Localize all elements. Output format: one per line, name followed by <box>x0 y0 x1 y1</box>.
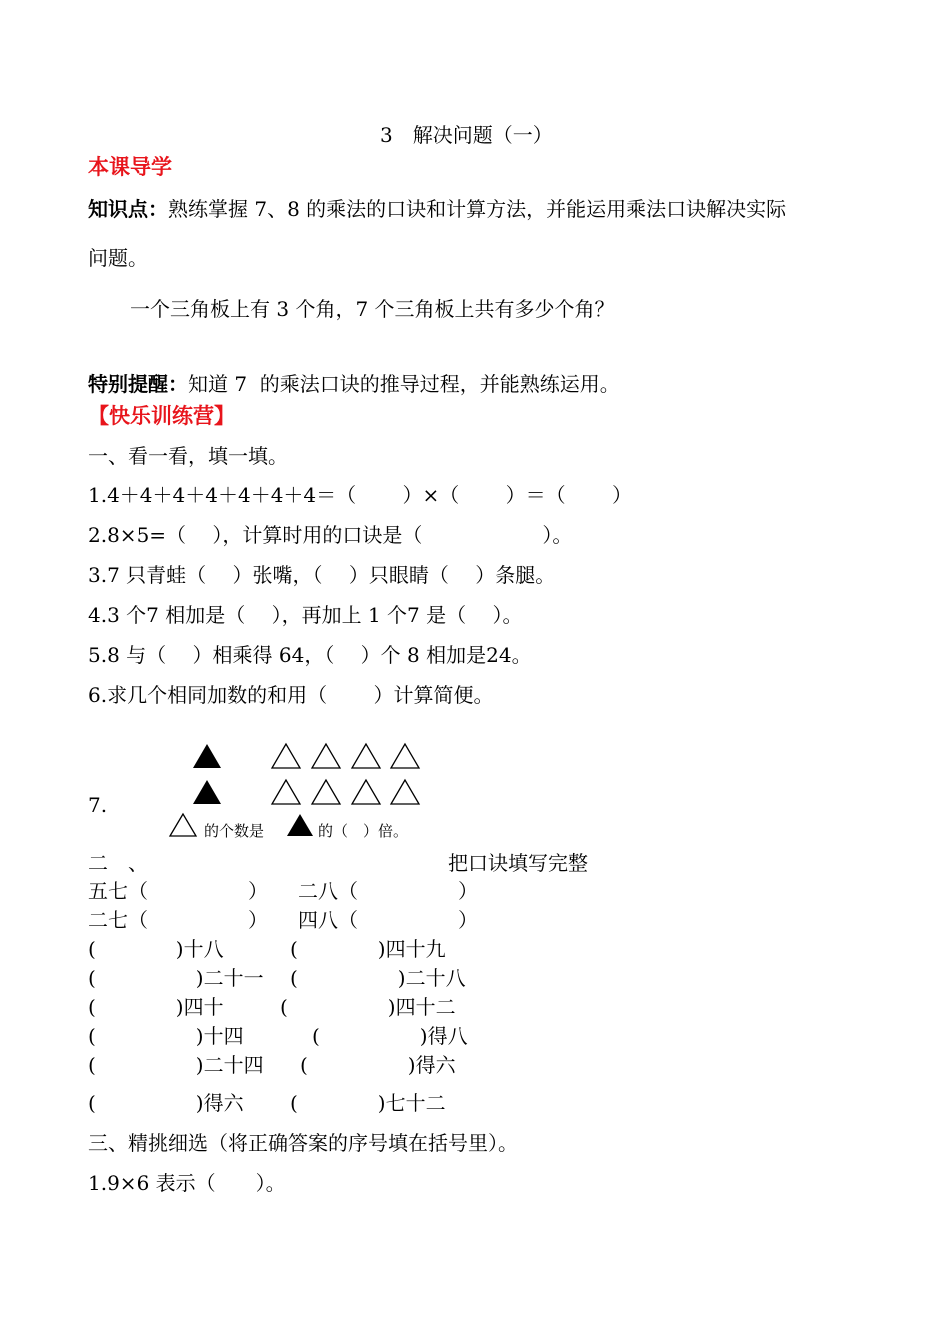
mnemonic-row-3-left: ( )十八 <box>88 937 224 961</box>
filled-triangle-icon <box>193 744 221 768</box>
section3-title: 三、精挑细选（将正确答案的序号填在括号里）。 <box>88 1131 518 1155</box>
camp-heading: 【快乐训练营】 <box>88 404 235 428</box>
outline-triangle-icon <box>312 744 340 768</box>
mnemonic-row-4-right: ( )二十八 <box>290 966 466 990</box>
section1-item-6: 6.求几个相同加数的和用（ ）计算简便。 <box>88 683 494 707</box>
mnemonic-row-2-right: 四八（ ） <box>298 908 478 932</box>
mnemonic-row-6-right: ( )得八 <box>312 1024 468 1048</box>
section3-item-1: 1.9×6 表示（ ）。 <box>88 1171 286 1195</box>
mnemonic-row-6-left: ( )十四 <box>88 1024 244 1048</box>
mnemonic-row-8-right: ( )七十二 <box>290 1091 446 1115</box>
mnemonic-row-7-left: ( )二十四 <box>88 1053 264 1077</box>
section1-title: 一、看一看，填一填。 <box>88 444 288 468</box>
section1-item-2: 2.8×5=（ ），计算时用的口诀是（ ）。 <box>88 523 573 547</box>
reminder-label: 特别提醒： <box>88 372 188 396</box>
outline-triangle-icon <box>272 780 300 804</box>
mnemonic-row-1-left: 五七（ ） <box>88 879 268 903</box>
filled-triangle-icon <box>287 814 313 836</box>
knowledge-text-1: 熟练掌握 7、8 的乘法的口诀和计算方法，并能运用乘法口诀解决实际 <box>168 197 787 221</box>
section1-item-1: 1.4＋4＋4＋4＋4＋4＋4＝（ ）×（ ）＝（ ） <box>88 483 632 507</box>
outline-triangle-icon <box>391 780 419 804</box>
mnemonic-row-2-left: 二七（ ） <box>88 908 268 932</box>
mnemonic-row-5-left: ( )四十 <box>88 995 224 1019</box>
outline-triangle-icon <box>352 744 380 768</box>
page-title: 3 解决问题（一） <box>380 123 553 147</box>
example-question: 一个三角板上有 3 个角，7 个三角板上共有多少个角？ <box>130 297 615 321</box>
section1-item-7-number: 7. <box>88 793 108 817</box>
outline-triangle-icon <box>352 780 380 804</box>
outline-triangle-icon <box>170 814 196 836</box>
mnemonic-row-3-right: ( )四十九 <box>290 937 446 961</box>
section1-item-5: 5.8 与（ ）相乘得 64，（ ）个 8 相加是24。 <box>88 643 532 667</box>
knowledge-label: 知识点： <box>88 197 168 221</box>
knowledge-line-2: 问题。 <box>88 246 148 270</box>
outline-triangle-icon <box>272 744 300 768</box>
section2-title: 把口诀填写完整 <box>448 851 588 875</box>
section1-item-3: 3.7 只青蛙（ ）张嘴，（ ）只眼睛（ ）条腿。 <box>88 563 556 587</box>
mnemonic-row-1-right: 二八（ ） <box>298 879 478 903</box>
guide-heading: 本课导学 <box>88 155 172 179</box>
outline-triangle-icon <box>312 780 340 804</box>
section1-item-4: 4.3 个7 相加是（ ），再加上 1 个7 是（ ）。 <box>88 603 523 627</box>
item7-caption-b: 的（ ）倍。 <box>318 822 409 840</box>
section2-title-number: 二 、 <box>88 851 148 875</box>
mnemonic-row-5-right: ( )四十二 <box>280 995 456 1019</box>
item7-caption-a: 的个数是 <box>204 822 265 840</box>
outline-triangle-icon <box>391 744 419 768</box>
filled-triangle-icon <box>193 780 221 804</box>
mnemonic-row-7-right: ( )得六 <box>300 1053 456 1077</box>
reminder-text: 知道 7 的乘法口诀的推导过程，并能熟练运用。 <box>188 372 620 396</box>
mnemonic-row-4-left: ( )二十一 <box>88 966 264 990</box>
mnemonic-row-8-left: ( )得六 <box>88 1091 244 1115</box>
